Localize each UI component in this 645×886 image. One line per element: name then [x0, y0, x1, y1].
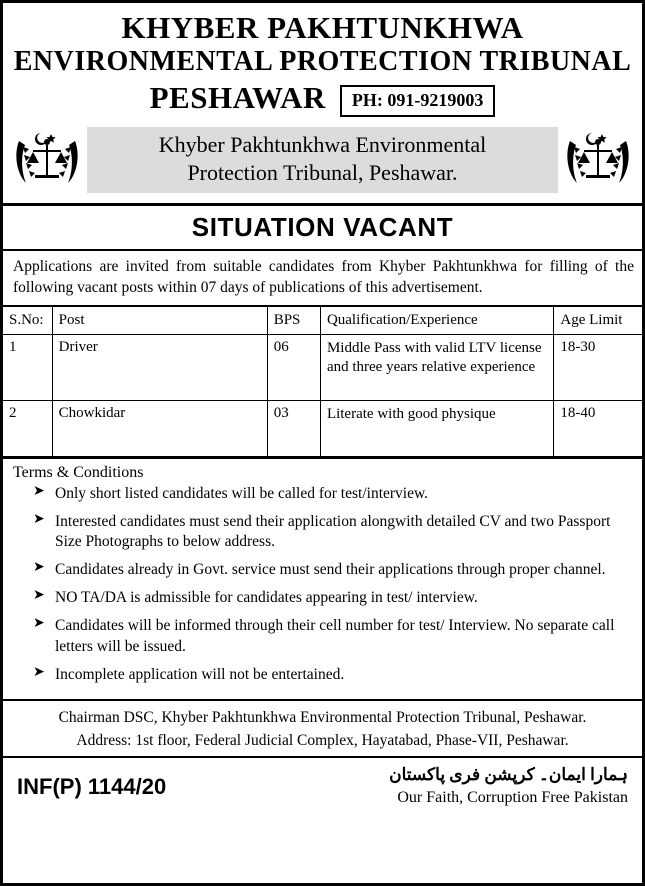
organization-name-line-1: Khyber Pakhtunkhwa Environmental — [158, 131, 487, 157]
issuing-authority: Chairman DSC, Khyber Pakhtunkhwa Environmental Protection Tribunal, Peshawar. — [58, 708, 587, 726]
cell-post: Driver — [52, 334, 267, 400]
column-header-post: Post — [52, 307, 267, 335]
term-text: NO TA/DA is admissible for candidates appearing in test/ interview. — [55, 589, 478, 607]
term-text: Incomplete application will not be entertained. — [55, 666, 345, 684]
contact-block — [3, 699, 642, 757]
column-header-qualification: Qualification/Experience — [320, 307, 553, 335]
terms-heading: Terms & Conditions — [3, 457, 642, 484]
column-header-sno: S.No: — [3, 307, 52, 335]
cell-bps: 03 — [267, 400, 320, 456]
cell-qualification: Literate with good physique — [320, 400, 553, 456]
organization-name-line-2: Protection Tribunal, Peshawar. — [187, 160, 458, 186]
header-line-2: ENVIRONMENTAL PROTECTION TRIBUNAL — [13, 45, 632, 77]
list-item — [33, 665, 628, 686]
table-row — [3, 334, 642, 400]
term-text: Interested candidates must send their application alongwith detailed CV and two Passport Size Photographs to below address. — [55, 512, 611, 551]
inf-number: INF(P) 1144/20 — [17, 773, 167, 799]
cell-post: Chowkidar — [52, 400, 267, 456]
document-header — [3, 3, 642, 119]
organization-band — [3, 119, 642, 206]
header-line-3: PESHAWAR — [149, 79, 326, 115]
organization-name — [87, 127, 558, 193]
column-header-bps: BPS — [267, 307, 320, 335]
cell-sno: 1 — [3, 334, 52, 400]
header-line-1: KHYBER PAKHTUNKHWA — [121, 10, 524, 45]
list-item — [33, 512, 628, 554]
tribunal-emblem-icon-left — [13, 125, 81, 195]
tribunal-emblem-icon-right — [564, 125, 632, 195]
table-row — [3, 400, 642, 456]
column-header-age-limit: Age Limit — [554, 307, 642, 335]
situation-vacant-banner — [3, 206, 642, 251]
intro-paragraph: Applications are invited from suitable candidates from Khyber Pakhtunkhwa for filling of the following vacant posts within 07 days of publications of this advertisement. — [3, 251, 642, 307]
arrow-bullet-icon: ➤ — [33, 616, 45, 632]
table-header-row — [3, 307, 642, 335]
cell-age-limit: 18-40 — [554, 400, 642, 456]
arrow-bullet-icon: ➤ — [33, 560, 45, 576]
cell-age-limit: 18-30 — [554, 334, 642, 400]
page-title: SITUATION VACANT — [191, 212, 454, 243]
list-item — [33, 616, 628, 658]
footer-bar — [3, 756, 642, 817]
term-text: Only short listed candidates will be called for test/interview. — [55, 484, 429, 502]
office-address: Address: 1st floor, Federal Judicial Complex, Hayatabad, Phase-VII, Peshawar. — [76, 732, 569, 750]
slogan-urdu: ہمارا ایمان۔ کرپشن فری پاکستان — [389, 765, 628, 785]
cell-sno: 2 — [3, 400, 52, 456]
list-item — [33, 560, 628, 581]
cell-qualification: Middle Pass with valid LTV license and three years relative experience — [320, 334, 553, 400]
arrow-bullet-icon: ➤ — [33, 511, 45, 527]
slogan-english: Our Faith, Corruption Free Pakistan — [397, 789, 628, 807]
terms-list — [3, 484, 642, 699]
slogan-block — [389, 764, 628, 809]
cell-bps: 06 — [267, 334, 320, 400]
vacancy-table — [3, 307, 642, 457]
list-item — [33, 588, 628, 609]
arrow-bullet-icon: ➤ — [33, 588, 45, 604]
term-text: Candidates will be informed through their cell number for test/ Interview. No separate call letters will be issued. — [55, 617, 615, 656]
phone-number: PH: 091-9219003 — [340, 85, 495, 117]
arrow-bullet-icon: ➤ — [33, 665, 45, 681]
list-item — [33, 484, 628, 505]
term-text: Candidates already in Govt. service must send their applications through proper channel. — [55, 561, 606, 579]
arrow-bullet-icon: ➤ — [33, 483, 45, 499]
header-line-3-row — [9, 79, 636, 117]
